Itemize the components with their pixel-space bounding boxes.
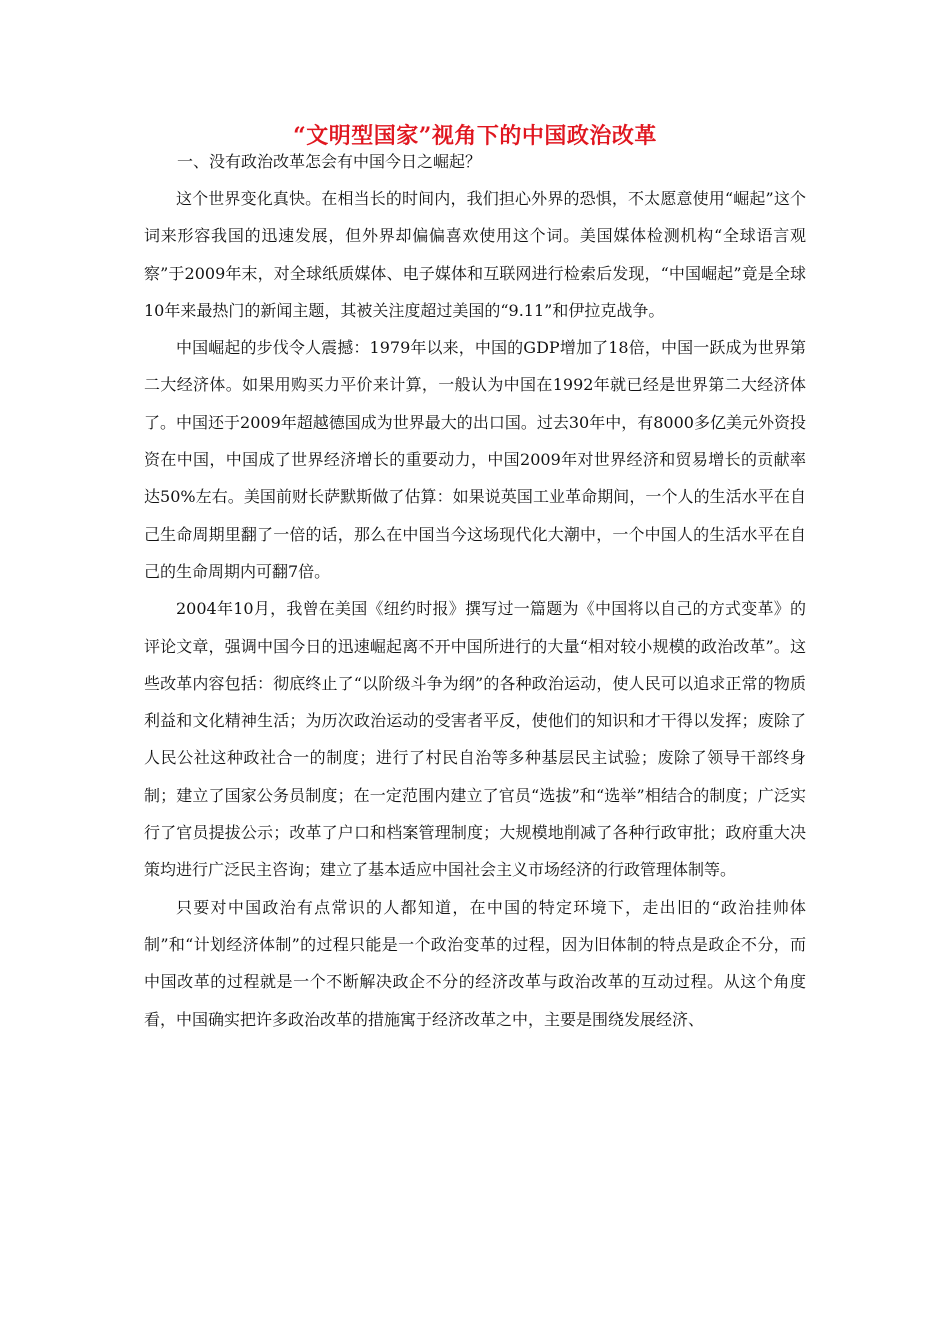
paragraph-4: 只要对中国政治有点常识的人都知道，在中国的特定环境下，走出旧的“政治挂帅体制”和“计划经济体制”的过程只能是一个政治变革的过程，因为旧体制的特点是政企不分，而中国改革的过程就是一个不断解决政企不分的经济改革与政治改革的互动过程。从这个角度看，中国确实把许多政治改革的措施寓于经济改革之中，主要是围绕发展经济、 <box>144 897 806 1029</box>
document-title: “文明型国家”视角下的中国政治改革 <box>293 123 657 149</box>
paragraph-3: 2004年10月，我曾在美国《纽约时报》撰写过一篇题为《中国将以自己的方式变革》的评论文章，强调中国今日的迅速崛起离不开中国所进行的大量“相对较小规模的政治改革”。这些改革内容包括：彻底终止了“以阶级斗争为纲”的各种政治运动，使人民可以追求正常的物质利益和文化精神生活；为历次政治运动的受害者平反，使他们的知识和才干得以发挥；废除了人民公社这种政社合一的制度；进行了村民自治等多种基层民主试验；废除了领导干部终身制；建立了国家公务员制度；在一定范围内建立了官员“选拔”和“选举”相结合的制度；广泛实行了官员提拔公示；改革了户口和档案管理制度；大规模地削减了各种行政审批；政府重大决策均进行广泛民主咨询；建立了基本适应中国社会主义市场经济的行政管理体制等。 <box>144 599 806 880</box>
section-heading: 一、没有政治改革怎会有中国今日之崛起？ <box>177 152 482 171</box>
paragraph-1: 这个世界变化真快。在相当长的时间内，我们担心外界的恐惧，不太愿意使用“崛起”这个词来形容我国的迅速发展，但外界却偏偏喜欢使用这个词。美国媒体检测机构“全球语言观察”于2009年末，对全球纸质媒体、电子媒体和互联网进行检索后发现，“中国崛起”竟是全球10年来最热门的新闻主题，其被关注度超过美国的“9.11”和伊拉克战争。 <box>144 189 806 320</box>
paragraph-2: 中国崛起的步伐令人震撼：1979年以来，中国的GDP增加了18倍，中国一跃成为世界第二大经济体。如果用购买力平价来计算，一般认为中国在1992年就已经是世界第二大经济体了。中国还于2009年超越德国成为世界最大的出口国。过去30年中，有8000多亿美元外资投资在中国，中国成了世界经济增长的重要动力，中国2009年对世界经济和贸易增长的贡献率达50%左右。美国前财长萨默斯做了估算：如果说英国工业革命期间，一个人的生活水平在自己生命周期里翻了一倍的话，那么在中国当今这场现代化大潮中，一个中国人的生活水平在自己的生命周期内可翻7倍。 <box>144 338 806 581</box>
document-body <box>144 180 806 1038</box>
